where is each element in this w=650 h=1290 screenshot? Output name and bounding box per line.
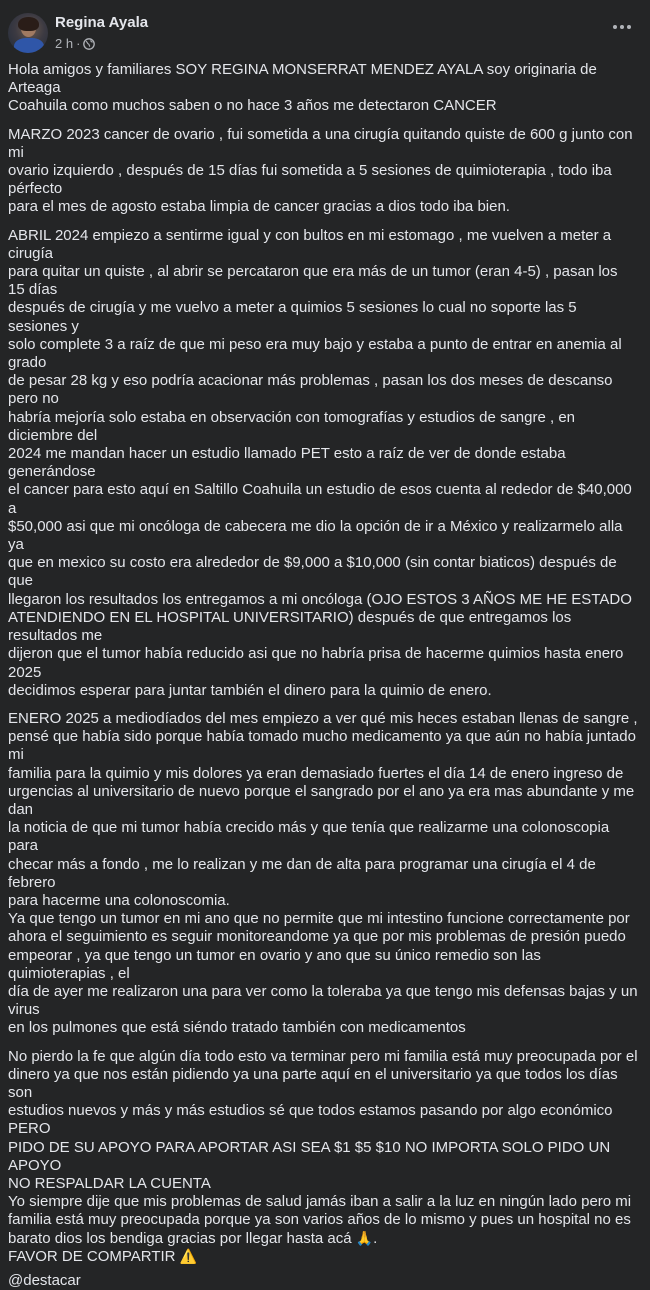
period: .	[373, 1229, 378, 1247]
globe-icon[interactable]	[83, 38, 95, 50]
post-time[interactable]: 2 h	[55, 36, 74, 51]
mention-link[interactable]: @destacar	[8, 1272, 81, 1289]
share-text: FAVOR DE COMPARTIR	[8, 1247, 176, 1265]
post-body	[8, 61, 638, 1290]
share-line	[8, 1248, 638, 1266]
avatar-shirt	[14, 38, 44, 53]
meta-separator: ·	[76, 36, 81, 51]
post-header	[8, 13, 642, 55]
avatar-hair	[18, 17, 39, 31]
avatar[interactable]	[8, 13, 48, 53]
post-meta	[55, 36, 95, 51]
post-paragraph-1: Hola amigos y familiares SOY REGINA MONSERRAT MENDEZ AYALA soy originaria de Arteaga Coahuila como muchos saben o no hace 3 años me detectaron CANCER	[8, 61, 597, 115]
pray-emoji-icon: 🙏	[355, 1230, 374, 1247]
author-name[interactable]: Regina Ayala	[55, 14, 149, 31]
post-paragraph-4: ENERO 2025 a mediodíados del mes empiezo a ver qué mis heces estaban llenas de sangre , pensé que había sido porque había tomado mucho medicamento ya que aún no había juntado mi familia para la quimio y mis dolores ya eran demasiado fuertes el día 14 de enero ingreso de urgencias al universitario de nuevo porque el sangrado por el ano ya era mas abundante y me dan la noticia de que mi tumor había crecido más y que tenía que realizarme una colonoscopia para checar más a fondo , me lo realizan y me dan de alta para programar una cirugía el 4 de febrero para hacerme una colonoscomia. Ya que tengo un tumor en mi ano que no permite que mi intestino funcione correctamente por ahora el seguimiento es seguir monitoreandome ya que por mis problemas de presión puedo empeorar , ya que tengo un tumor en ovario y ano que su único remedio son las quimioterapias , el día de ayer me realizaron una para ver como la toleraba ya que tengo mis defensas bajas y un virus en los pulmones que está siéndo tratado también con medicamentos	[8, 709, 638, 1037]
post-paragraph-3: ABRIL 2024 empiezo a sentirme igual y con bultos en mi estomago , me vuelven a meter a cirugía para quitar un quiste , al abrir se percataron que era más de un tumor (eran 4-5) , pasan los 15 días después de cirugía y me vuelvo a meter a quimios 5 sesiones lo cual no soporte las 5 sesiones y solo complete 3 a raíz de que mi peso era muy bajo y estaba a punto de entrar en anemia al grado de pesar 28 kg y eso podría acacionar más problemas , pasan los dos meses de descanso pero no habría mejoría solo estaba en observación con tomografías y estudios de sangre , en diciembre del 2024 me mandan hacer un estudio llamado PET esto a raíz de ver de donde estaba generándose el cancer para esto aquí en Saltillo Coahuila un estudio de esos cuenta al rededor de $40,000 a $50,000 asi que mi oncóloga de cabecera me dio la opción de ir a México y realizarmelo alla ya que en mexico su costo era alrededor de $9,000 a $10,000 (sin contar biaticos) después de que llegaron los resultados los entregamos a mi oncóloga (OJO ESTOS 3 AÑOS ME HE ESTADO ATENDIENDO EN EL HOSPITAL UNIVERSITARIO) después de que entregamos los resultados me dijeron que el tumor había reducido asi que no habría prisa de hacerme quimios hasta enero 2025 decidimos esperar para juntar también el dinero para la quimio de enero.	[8, 226, 632, 699]
post-paragraph-5: No pierdo la fe que algún día todo esto va terminar pero mi familia está muy preocupada por el dinero ya que nos están pidiendo ya una parte aquí en el universitario ya que todos los días son estudios nuevos y más y más estudios sé que todos estamos pasando por algo económico PERO PIDO DE SU APOYO PARA APORTAR ASI SEA $1 $5 $10 NO IMPORTA SOLO PIDO UN APOYO NO RESPALDAR LA CUENTA Yo siempre dije que mis problemas de salud jamás iban a salir a la luz en ningún lado pero mi familia está muy preocupada porque ya son varios años de lo mismo y pues un hospital no es barato dios los bendiga gracias por llegar hasta acá	[8, 1047, 638, 1247]
warning-emoji-icon: ⚠️	[179, 1248, 198, 1265]
post-paragraph-2: MARZO 2023 cancer de ovario , fui sometida a una cirugía quitando quiste de 600 g junto con mi ovario izquierdo , después de 15 días fui sometida a 5 sesiones de quimioterapia , todo iba pérfecto para el mes de agosto estaba limpia de cancer gracias a dios todo iba bien.	[8, 125, 633, 216]
more-options-icon[interactable]	[610, 19, 634, 35]
post-paragraph-5-wrapper	[8, 1048, 638, 1248]
